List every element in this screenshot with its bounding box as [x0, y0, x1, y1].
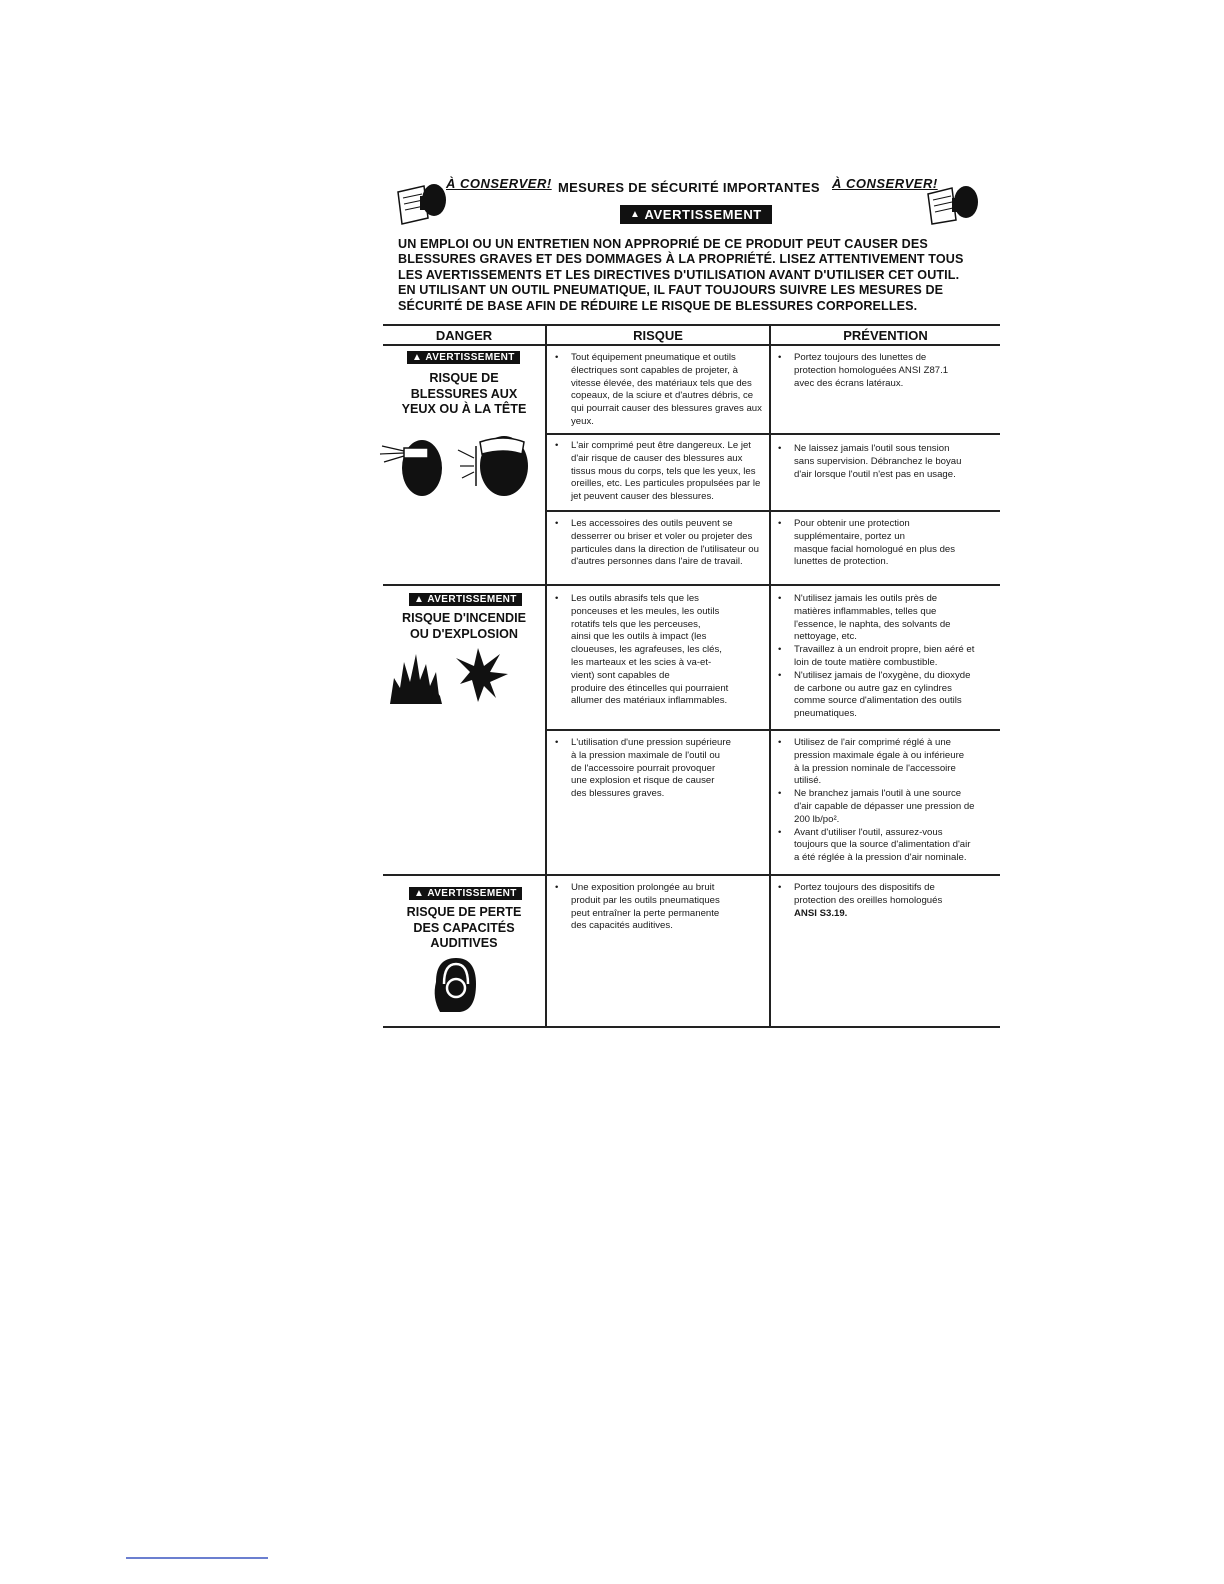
column-header-prevention: PRÉVENTION — [843, 328, 928, 343]
danger-title-line: RISQUE DE — [429, 371, 499, 385]
risk-line: particules dans la direction de l'utilisateur ou — [571, 543, 759, 555]
table-top-rule — [383, 324, 1000, 326]
prevention-line: pression maximale égale à ou inférieure — [794, 749, 965, 761]
danger-title — [383, 371, 545, 418]
risk-cell — [553, 882, 763, 933]
risk-line: • Les accessoires des outils peuvent se — [571, 518, 733, 529]
warning-triangle-icon: ▲ — [414, 594, 425, 605]
prevention-line: lunettes de protection. — [794, 556, 889, 568]
prevention-line: • Pour obtenir une protection — [794, 518, 910, 529]
prevention-line: d'air lorsque l'outil n'est pas en usage. — [794, 468, 956, 480]
column-header-danger: DANGER — [435, 328, 493, 343]
hearing-protection-icon — [426, 954, 486, 1016]
danger-title-line: OU D'EXPLOSION — [410, 626, 518, 641]
risk-line: d'air risque de causer des blessures aux — [571, 452, 743, 464]
intro-line: SÉCURITÉ DE BASE AFIN DE RÉDUIRE LE RISQUE DE BLESSURES CORPORELLES. — [398, 298, 918, 313]
prevention-line: • N'utilisez jamais les outils près de — [794, 593, 938, 604]
risk-line: • Tout équipement pneumatique et outils — [571, 352, 736, 363]
risk-line: copeaux, de la sciure et d'autres débris, ce — [571, 390, 754, 402]
risk-line: peut entraîner la perte permanente — [571, 907, 720, 919]
risk-line: produire des étincelles qui pourraient — [571, 682, 729, 694]
prevention-line: 200 lb/po². — [794, 813, 840, 825]
book-icon-left — [394, 178, 450, 228]
risk-line: produit par les outils pneumatiques — [571, 894, 720, 906]
intro-warning-text — [398, 237, 998, 314]
bottom-rule — [126, 1557, 268, 1559]
risk-line: • Les outils abrasifs tels que les — [571, 593, 699, 604]
risk-line: vient) sont capables de — [571, 669, 670, 681]
risk-line: de l'accessoire pourrait provoquer — [571, 762, 716, 774]
danger-badge-label: AVERTISSEMENT — [427, 594, 517, 605]
risk-line: les marteaux et les scies à va-et- — [571, 656, 712, 668]
fire-explosion-icon — [384, 644, 524, 708]
prevention-line: • Travaillez à un endroit propre, bien aéré et — [794, 644, 975, 656]
risk-line: allumer des matériaux inflammables. — [571, 695, 728, 707]
intro-line: UN EMPLOI OU UN ENTRETIEN NON APPROPRIÉ DE CE PRODUIT PEUT CAUSER DES — [398, 237, 928, 251]
risk-line: ainsi que les outils à impact (les — [571, 631, 707, 643]
prevention-line: matières inflammables, telles que — [794, 605, 937, 617]
prevention-line: • Ne branchez jamais l'outil à une source — [794, 788, 962, 800]
risk-cell — [553, 593, 763, 708]
section-rule — [383, 874, 1000, 876]
intro-line: BLESSURES GRAVES ET DES DOMMAGES À LA PROPRIÉTÉ. LISEZ ATTENTIVEMENT TOUS — [398, 252, 964, 267]
conserver-label-left: À CONSERVER! — [446, 176, 552, 191]
prevention-line: loin de toute matière combustible. — [794, 656, 938, 668]
conserver-label-right: À CONSERVER! — [832, 176, 938, 191]
warning-triangle-icon: ▲ — [414, 888, 425, 899]
prevention-line: comme source d'alimentation des outils — [794, 695, 962, 707]
danger-badge — [409, 593, 522, 606]
risk-line: qui pourrait causer des blessures graves aux — [571, 403, 762, 415]
danger-title — [383, 905, 545, 952]
prevention-line: a été réglée à la pression d'air nominale. — [794, 852, 967, 864]
table-header-rule — [383, 344, 1000, 346]
prevention-line: pneumatiques. — [794, 708, 857, 720]
risk-cell — [553, 518, 763, 569]
prevention-line: toujours que la source d'alimentation d'air — [794, 839, 971, 851]
section-rule — [383, 584, 1000, 586]
row-rule — [545, 510, 1000, 512]
risk-line: des capacités auditives. — [571, 920, 673, 932]
prevention-line: • Portez toujours des lunettes de — [794, 352, 927, 363]
prevention-line: • N'utilisez jamais de l'oxygène, du dioxyde — [794, 669, 971, 681]
prevention-line: à la pression nominale de l'accessoire — [794, 762, 956, 774]
risk-line: des blessures graves. — [571, 788, 665, 800]
risk-line: • L'utilisation d'une pression supérieure — [571, 737, 731, 748]
prevention-cell — [776, 593, 998, 721]
page-title: MESURES DE SÉCURITÉ IMPORTANTES — [558, 180, 820, 195]
column-divider — [545, 324, 547, 1028]
risk-line: à la pression maximale de l'outil ou — [571, 749, 721, 761]
prevention-cell — [776, 352, 998, 390]
risk-line: oreilles, etc. Les particules propulsées par le — [571, 478, 761, 490]
row-rule — [545, 433, 1000, 435]
risk-line: électriques sont capables de projeter, à — [571, 364, 738, 376]
table-bottom-rule — [383, 1026, 1000, 1028]
risk-cell — [553, 352, 763, 429]
risk-line: une explosion et risque de causer — [571, 775, 715, 787]
risk-cell — [553, 440, 763, 504]
danger-title-line: RISQUE DE PERTE — [406, 905, 522, 919]
danger-badge-label: AVERTISSEMENT — [425, 352, 515, 363]
intro-line: EN UTILISANT UN OUTIL PNEUMATIQUE, IL FAUT TOUJOURS SUIVRE LES MESURES DE — [398, 283, 944, 298]
risk-line: desserrer ou briser et voler ou projeter des — [571, 530, 753, 542]
row-rule — [545, 729, 1000, 731]
danger-title-line: AUDITIVES — [430, 936, 498, 950]
risk-line: tissus mous du corps, tels que les yeux, les — [571, 465, 756, 477]
risk-line: yeux. — [571, 415, 594, 427]
danger-badge — [409, 887, 522, 900]
prevention-line: de carbone ou autre gaz en cylindres — [794, 682, 952, 694]
warning-triangle-icon: ▲ — [630, 209, 641, 220]
prevention-line: supplémentaire, portez un — [794, 530, 905, 542]
risk-cell — [553, 737, 763, 801]
warning-banner-label: AVERTISSEMENT — [644, 207, 762, 222]
danger-badge — [407, 351, 520, 364]
danger-badge-label: AVERTISSEMENT — [427, 888, 517, 899]
prevention-line: • Ne laissez jamais l'outil sous tension — [794, 443, 950, 454]
danger-title — [383, 611, 545, 642]
risk-line: rotatifs tels que les perceuses, — [571, 618, 701, 630]
eye-protection-icon — [376, 420, 536, 498]
prevention-line: protection des oreilles homologués — [794, 894, 943, 906]
prevention-cell — [776, 882, 998, 920]
risk-line: jet peuvent causer des blessures. — [571, 491, 714, 503]
prevention-line: l'essence, le naphta, des solvants de — [794, 618, 951, 630]
book-icon-right — [922, 178, 980, 228]
prevention-line: utilisé. — [794, 775, 822, 787]
prevention-line: nettoyage, etc. — [794, 631, 857, 643]
warning-banner — [620, 205, 772, 224]
prevention-cell — [776, 518, 998, 569]
prevention-line: avec des écrans latéraux. — [794, 377, 904, 389]
column-divider — [769, 324, 771, 1028]
prevention-line: ANSI S3.19. — [794, 907, 848, 919]
prevention-line: • Portez toujours des dispositifs de — [794, 882, 935, 893]
intro-line: LES AVERTISSEMENTS ET LES DIRECTIVES D'UTILISATION AVANT D'UTILISER CET OUTIL. — [398, 267, 960, 282]
danger-title-line: YEUX OU À LA TÊTE — [401, 402, 527, 416]
risk-line: • Une exposition prolongée au bruit — [571, 882, 715, 893]
risk-line: d'autres personnes dans l'aire de travail. — [571, 556, 743, 568]
risk-line: • L'air comprimé peut être dangereux. Le jet — [571, 440, 751, 451]
prevention-line: protection homologuées ANSI Z87.1 — [794, 364, 949, 376]
risk-line: vitesse élevée, des matériaux tels que des — [571, 377, 752, 389]
prevention-cell — [776, 737, 998, 865]
warning-triangle-icon: ▲ — [412, 352, 423, 363]
danger-title-line: BLESSURES AUX — [410, 386, 518, 401]
prevention-line: masque facial homologué en plus des — [794, 543, 956, 555]
prevention-line: • Utilisez de l'air comprimé réglé à une — [794, 737, 951, 748]
danger-title-line: DES CAPACITÉS — [413, 920, 515, 935]
prevention-line: • Avant d'utiliser l'outil, assurez-vous — [794, 826, 943, 838]
risk-line: cloueuses, les agrafeuses, les clés, — [571, 644, 722, 656]
prevention-line: d'air capable de dépasser une pression de — [794, 800, 975, 812]
column-header-risque: RISQUE — [633, 328, 683, 343]
prevention-cell — [776, 443, 998, 481]
danger-title-line: RISQUE D'INCENDIE — [401, 611, 527, 625]
risk-line: ponceuses et les meules, les outils — [571, 605, 720, 617]
prevention-line: sans supervision. Débranchez le boyau — [794, 455, 962, 467]
